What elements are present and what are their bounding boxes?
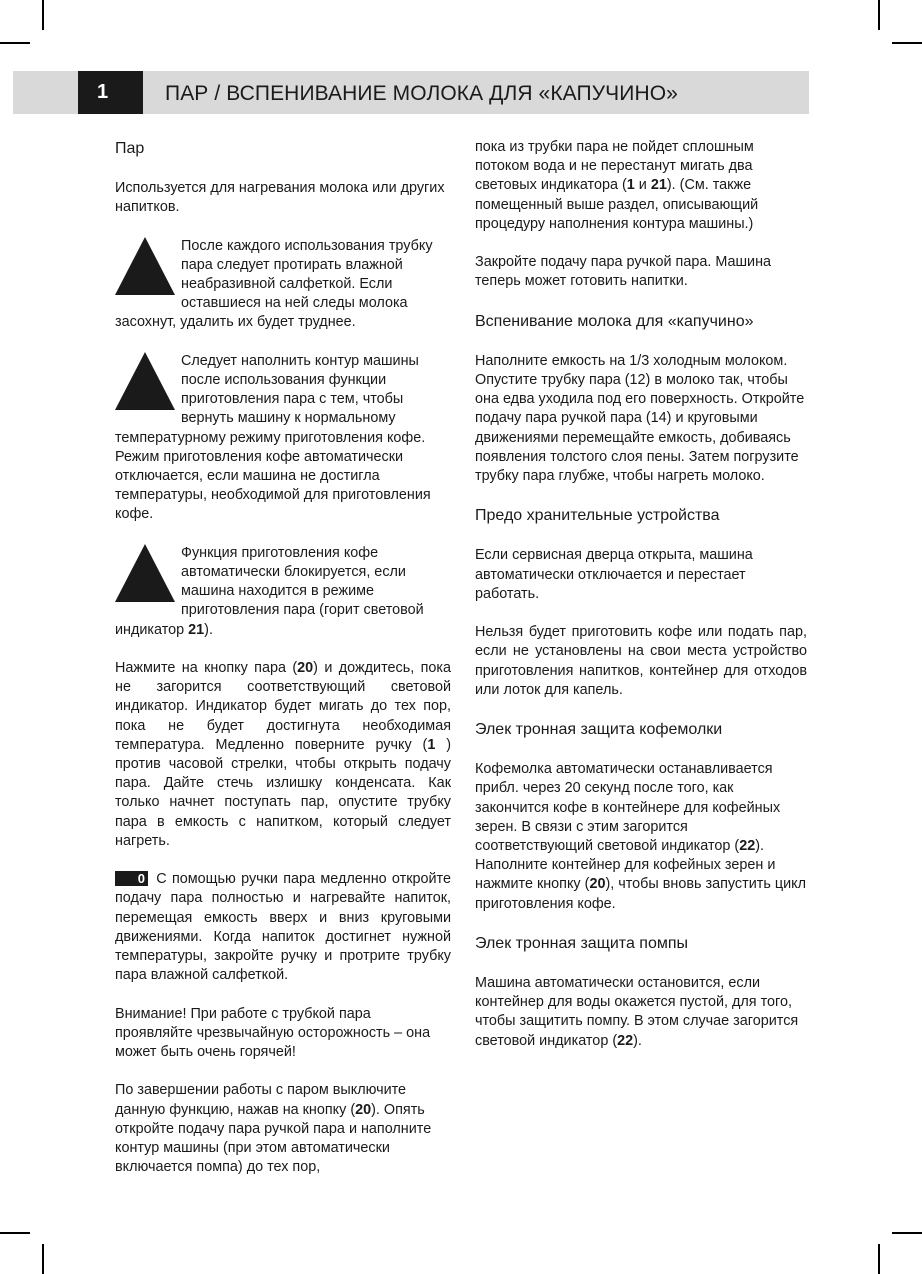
warning-text-refill: Следует наполнить контур машины после использования функции приготовления пара с тем, чтобы вернуть машину к нормальному температурному режиму приготовления кофе. Режим приготовления кофе автоматически отключается, если машина не достигла температуры, необходимой для приготовления кофе.	[115, 352, 431, 523]
paragraph-froth: Наполните емкость на 1/3 холодным молоком. Опустите трубку пара (12) в молоко так, чтобы она едва уходила под его поверхность. Откройте подачу пара ручкой пара (14) и круговыми движениями перемещайте емкость, добиваясь появления толстого слоя пены. Затем погрузите трубку пара глубже, чтобы нагреть молоко.	[475, 352, 805, 485]
section-heading-froth: Вспенивание молока для «капучино»	[475, 312, 754, 330]
paragraph-use: Используется для нагревания молока или других напитков.	[115, 180, 445, 216]
left-column	[115, 138, 451, 1197]
crop-mark	[42, 1244, 44, 1274]
paragraph-continued: пока из трубки пара не пойдет сплошным потоком вода и не перестанут мигать два световых индикатора (1 и 21). (См. также помещенный выше раздел, описывающий процедуру наполнения контура машины.)	[475, 139, 759, 232]
warning-text-clean: После каждого использования трубку пара следует протирать влажной неабразивной салфеткой. Если оставшиеся на ней следы молока засохнут, удалить их будет труднее.	[115, 237, 433, 331]
section-heading-pump: Элек тронная защита помпы	[475, 935, 689, 953]
crop-mark	[892, 42, 922, 44]
crop-mark	[42, 0, 44, 30]
paragraph-open-steam: 0 С помощью ручки пара медленно откройте подачу пара полностью и нагревайте напиток, перемещая емкость вверх и вниз круговыми движениями. Когда напиток достигнет нужной температуры, закройте ручку и протрите трубку пара влажной салфеткой.	[115, 871, 451, 984]
page-number: 1	[78, 71, 143, 114]
crop-mark	[878, 0, 880, 30]
paragraph-close: Закройте подачу пара ручкой пара. Машина теперь может готовить напитки.	[475, 254, 772, 290]
section-heading-safety: Предо хранительные устройства	[475, 507, 720, 525]
warning-text-block: Функция приготовления кофе автоматически блокируется, если машина находится в режиме приготовления пара (горит световой индикатор 21).	[115, 544, 424, 638]
warning-block	[115, 237, 451, 352]
paragraph-grinder: Кофемолка автоматически останавливается прибл. через 20 секунд после того, как закончится кофе в контейнере для кофейных зерен. В связи с этим загорится соответствующий световой индикатор (22). Наполните контейнер для кофейных зерен и нажмите кнопку (20), чтобы вновь запустить цикл приготовления кофе.	[475, 761, 806, 912]
warning-block	[115, 352, 451, 544]
paragraph-cannot: Нельзя будет приготовить кофе или подать пар, если не установлены на свои места устройство приготовления напитков, контейнер для отходов или лоток для капель.	[475, 624, 807, 698]
warning-triangle-icon	[115, 237, 175, 297]
crop-mark	[878, 1244, 880, 1274]
warning-triangle-icon	[115, 544, 175, 604]
indicator-box: 0	[115, 871, 148, 886]
section-heading-grinder: Элек тронная защита кофемолки	[475, 721, 723, 739]
paragraph-door: Если сервисная дверца открыта, машина автоматически отключается и перестает работать.	[475, 547, 753, 602]
paragraph-press-steam: Нажмите на кнопку пара (20) и дождитесь, пока не загорится соответствующий световой индикатор. Индикатор будет мигать до тех пор, пока не будет достигнута необходимая температура. Медленно поверните ручку (1 ) против часовой стрелки, чтобы открыть подачу пара. Дайте стечь излишку конденсата. Как только начнет поступать пар, опустите трубку пара в емкость с напитком, который следует нагреть.	[115, 660, 451, 849]
page-title: ПАР / ВСПЕНИВАНИЕ МОЛОКА ДЛЯ «КАПУЧИНО»	[165, 82, 678, 105]
warning-block	[115, 544, 451, 659]
paragraph-attention: Внимание! При работе с трубкой пара проявляйте чрезвычайную осторожность – она может быть очень горячей!	[115, 1005, 431, 1061]
crop-mark	[892, 1232, 922, 1234]
warning-triangle-icon	[115, 352, 175, 412]
paragraph-pump: Машина автоматически остановится, если контейнер для воды окажется пустой, для того, чтобы защитить помпу. В этом случае загорится световой индикатор (22).	[475, 975, 799, 1049]
right-column	[475, 138, 807, 1070]
section-heading-steam: Пар	[115, 140, 145, 157]
crop-mark	[0, 42, 30, 44]
paragraph-finish: По завершении работы с паром выключите данную функцию, нажав на кнопку (20). Опять откройте подачу пара ручкой пара и наполните контур машины (при этом автоматически включается помпа) до тех пор,	[115, 1082, 432, 1176]
crop-mark	[0, 1232, 30, 1234]
